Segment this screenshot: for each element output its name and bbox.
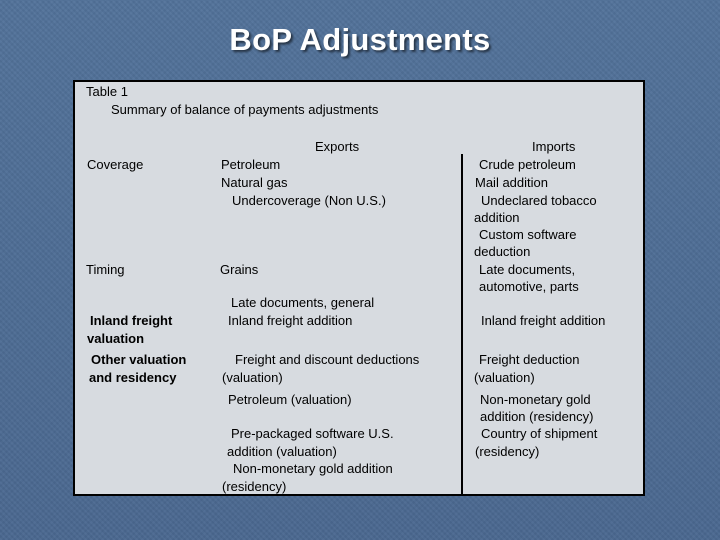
import-item: automotive, parts: [479, 279, 579, 294]
table-caption: Table 1: [86, 84, 128, 99]
import-item: Country of shipment: [481, 426, 598, 441]
export-item: Pre-packaged software U.S.: [231, 426, 394, 441]
export-item: Freight and discount deductions: [235, 352, 420, 367]
exports-header: Exports: [315, 139, 360, 154]
import-item: addition (residency): [480, 409, 594, 424]
import-item: Crude petroleum: [479, 157, 576, 172]
import-item: (valuation): [474, 370, 535, 385]
import-item: Freight deduction: [479, 352, 580, 367]
export-item: (residency): [222, 479, 287, 494]
export-item: (valuation): [222, 370, 283, 385]
slide-title: BoP Adjustments: [229, 22, 491, 57]
import-item: Non-monetary gold: [480, 392, 591, 407]
export-item: Non-monetary gold addition: [233, 461, 393, 476]
imports-header: Imports: [532, 139, 576, 154]
import-item: Inland freight addition: [481, 313, 606, 328]
adjustments-table: [73, 80, 645, 496]
row-label-timing: Timing: [86, 262, 125, 277]
export-item: addition (valuation): [227, 444, 337, 459]
table-subtitle: Summary of balance of payments adjustments: [111, 102, 379, 117]
import-item: deduction: [474, 244, 531, 259]
row-label-inland-freight: Inland freight: [90, 313, 173, 328]
import-item: Mail addition: [475, 175, 548, 190]
import-item: Custom software: [479, 227, 577, 242]
export-item: Petroleum (valuation): [228, 392, 352, 407]
import-item: (residency): [475, 444, 540, 459]
export-item: Inland freight addition: [228, 313, 353, 328]
row-label-coverage: Coverage: [87, 157, 144, 172]
import-item: Undeclared tobacco: [481, 193, 597, 208]
row-label-inland-freight: valuation: [87, 331, 145, 346]
column-divider: [461, 154, 463, 496]
export-item: Undercoverage (Non U.S.): [232, 193, 386, 208]
export-item: Late documents, general: [231, 295, 375, 310]
export-item: Petroleum: [221, 157, 281, 172]
row-label-other-valuation: Other valuation: [91, 352, 187, 367]
export-item: Grains: [220, 262, 259, 277]
row-label-other-valuation: and residency: [89, 370, 177, 385]
import-item: addition: [474, 210, 520, 225]
export-item: Natural gas: [221, 175, 288, 190]
import-item: Late documents,: [479, 262, 576, 277]
